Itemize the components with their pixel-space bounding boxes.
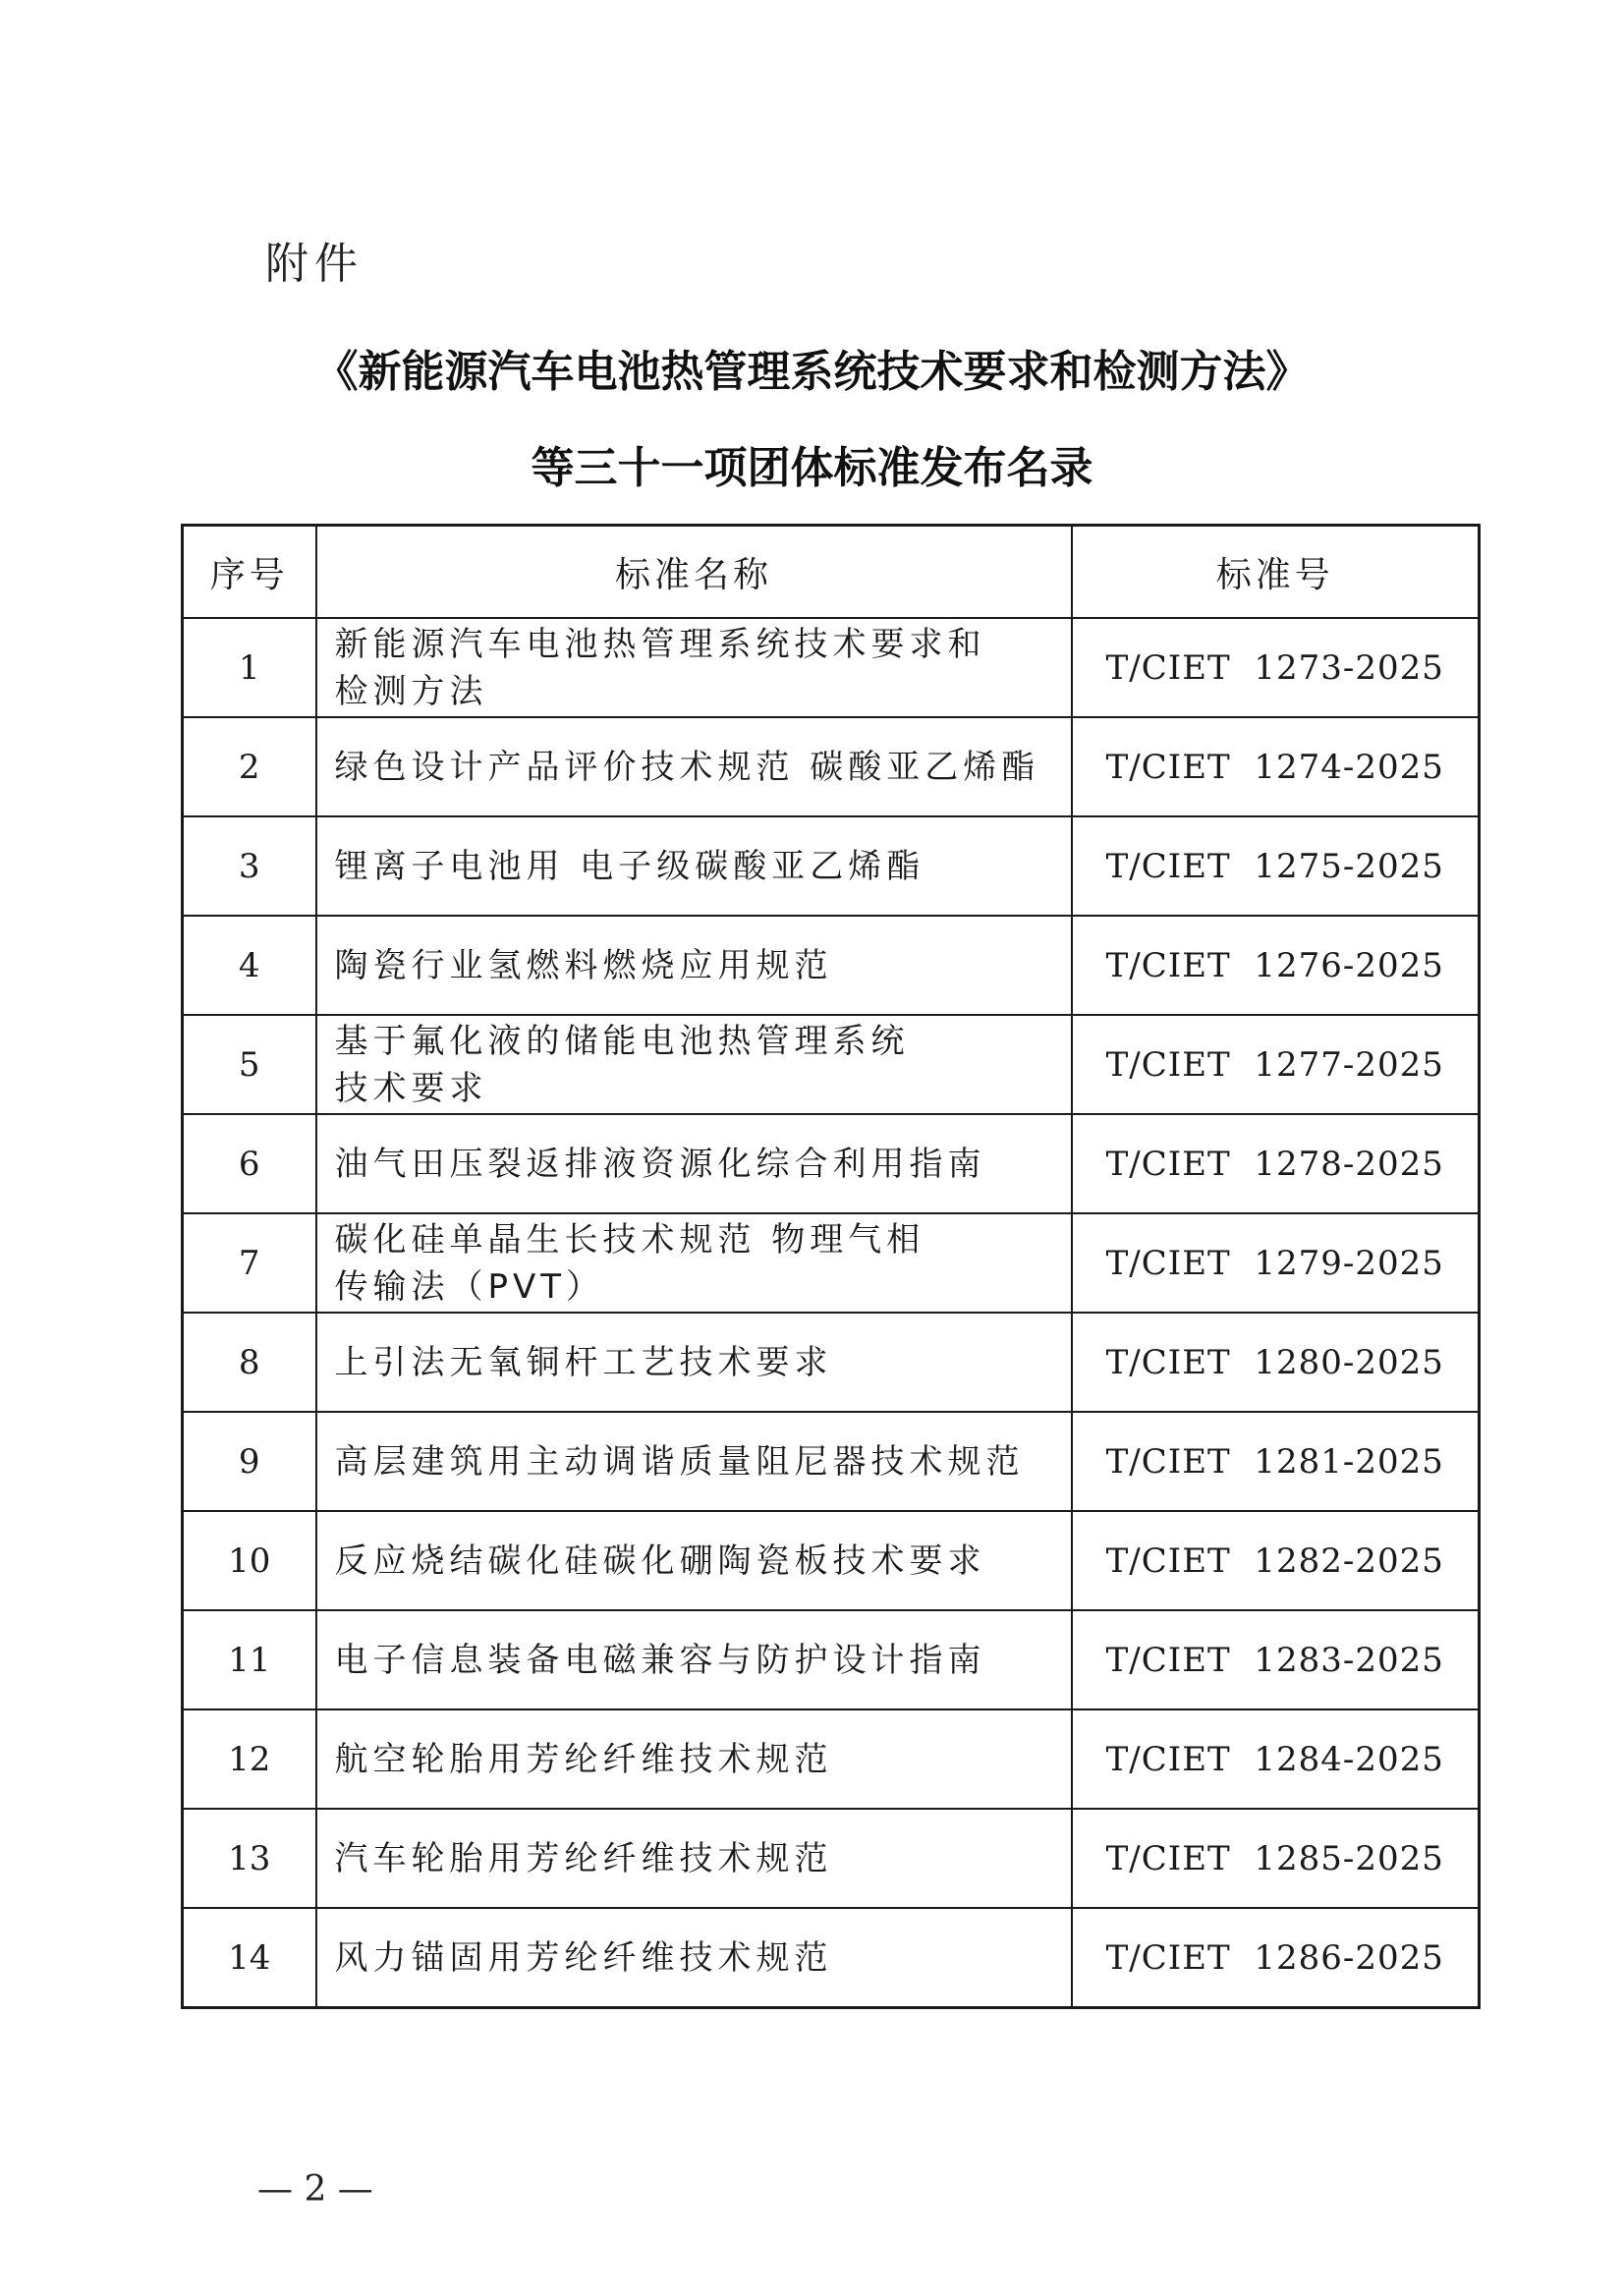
document-title: [0, 344, 1624, 497]
cell-serial-number: 12: [183, 1709, 316, 1809]
page-number: — 2 —: [257, 2169, 373, 2210]
table-row: [183, 1213, 1480, 1313]
header-standard-name: 标准名称: [316, 526, 1072, 619]
table-row: [183, 1809, 1480, 1908]
cell-standard-name: 反应烧结碳化硅碳化硼陶瓷板技术要求: [316, 1511, 1072, 1610]
cell-standard-code: T/CIET 1278-2025: [1072, 1114, 1480, 1213]
cell-standard-code: T/CIET 1280-2025: [1072, 1313, 1480, 1412]
table-row: [183, 1114, 1480, 1213]
cell-serial-number: 1: [183, 618, 316, 717]
cell-serial-number: 7: [183, 1213, 316, 1313]
cell-standard-name: 汽车轮胎用芳纶纤维技术规范: [316, 1809, 1072, 1908]
cell-standard-name: 基于氟化液的储能电池热管理系统 技术要求: [316, 1015, 1072, 1114]
cell-serial-number: 4: [183, 916, 316, 1015]
cell-standard-code: T/CIET 1276-2025: [1072, 916, 1480, 1015]
cell-standard-code: T/CIET 1273-2025: [1072, 618, 1480, 717]
standards-table: [181, 524, 1481, 2009]
header-serial-number: 序号: [183, 526, 316, 619]
cell-standard-name: 锂离子电池用 电子级碳酸亚乙烯酯: [316, 816, 1072, 916]
table-row: [183, 717, 1480, 816]
cell-standard-code: T/CIET 1283-2025: [1072, 1610, 1480, 1709]
attachment-label: 附件: [265, 239, 364, 289]
title-line-2: 等三十一项团体标准发布名录: [531, 443, 1093, 493]
cell-standard-name: 碳化硅单晶生长技术规范 物理气相 传输法（PVT）: [316, 1213, 1072, 1313]
cell-serial-number: 14: [183, 1908, 316, 2008]
table-row: [183, 618, 1480, 717]
cell-serial-number: 9: [183, 1412, 316, 1511]
table-row: [183, 1511, 1480, 1610]
table-row: [183, 1015, 1480, 1114]
cell-standard-name: 绿色设计产品评价技术规范 碳酸亚乙烯酯: [316, 717, 1072, 816]
cell-serial-number: 3: [183, 816, 316, 916]
cell-standard-code: T/CIET 1279-2025: [1072, 1213, 1480, 1313]
cell-standard-code: T/CIET 1284-2025: [1072, 1709, 1480, 1809]
table-row: [183, 916, 1480, 1015]
cell-standard-code: T/CIET 1282-2025: [1072, 1511, 1480, 1610]
cell-standard-code: T/CIET 1275-2025: [1072, 816, 1480, 916]
cell-serial-number: 5: [183, 1015, 316, 1114]
cell-standard-name: 高层建筑用主动调谐质量阻尼器技术规范: [316, 1412, 1072, 1511]
cell-serial-number: 8: [183, 1313, 316, 1412]
cell-standard-code: T/CIET 1286-2025: [1072, 1908, 1480, 2008]
table-row: [183, 816, 1480, 916]
cell-standard-code: T/CIET 1277-2025: [1072, 1015, 1480, 1114]
table-row: [183, 1908, 1480, 2008]
cell-standard-name: 电子信息装备电磁兼容与防护设计指南: [316, 1610, 1072, 1709]
title-line-1: 《新能源汽车电池热管理系统技术要求和检测方法》: [314, 347, 1310, 397]
cell-standard-name: 风力锚固用芳纶纤维技术规范: [316, 1908, 1072, 2008]
table-header-row: [183, 526, 1480, 619]
cell-serial-number: 2: [183, 717, 316, 816]
cell-standard-code: T/CIET 1281-2025: [1072, 1412, 1480, 1511]
cell-standard-name: 新能源汽车电池热管理系统技术要求和 检测方法: [316, 618, 1072, 717]
cell-serial-number: 11: [183, 1610, 316, 1709]
cell-standard-name: 上引法无氧铜杆工艺技术要求: [316, 1313, 1072, 1412]
cell-standard-name: 航空轮胎用芳纶纤维技术规范: [316, 1709, 1072, 1809]
table-row: [183, 1709, 1480, 1809]
table-row: [183, 1313, 1480, 1412]
cell-standard-name: 油气田压裂返排液资源化综合利用指南: [316, 1114, 1072, 1213]
cell-standard-code: T/CIET 1285-2025: [1072, 1809, 1480, 1908]
table-row: [183, 1412, 1480, 1511]
header-standard-code: 标准号: [1072, 526, 1480, 619]
table-row: [183, 1610, 1480, 1709]
cell-standard-code: T/CIET 1274-2025: [1072, 717, 1480, 816]
cell-serial-number: 10: [183, 1511, 316, 1610]
cell-standard-name: 陶瓷行业氢燃料燃烧应用规范: [316, 916, 1072, 1015]
cell-serial-number: 13: [183, 1809, 316, 1908]
cell-serial-number: 6: [183, 1114, 316, 1213]
